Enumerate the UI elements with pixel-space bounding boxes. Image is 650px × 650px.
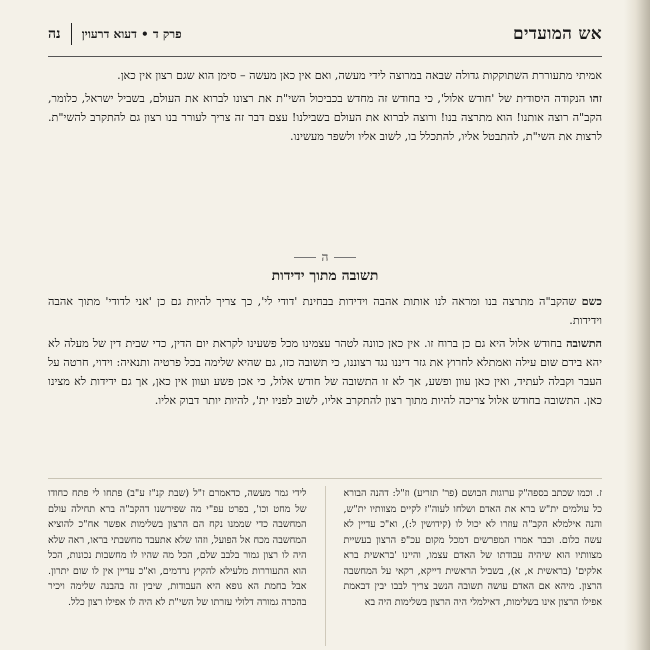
paragraph [48,292,602,330]
header-rule [48,56,602,57]
footnote-divider [48,478,602,479]
paragraph-text: בחודש אלול היא גם כן ברוח זו. אין כאן כוונה לטהר עצמינו מכל פשעינו לקראת יום הדין, כדי שבית דין של מעלה לא יהא בידם שום עילה ואמתלא לחרוץ את גזר דיננו נגד רצוננו, כי תשובה כזו, גם שהיא שלימה בכל פרטיה ותנאיה: וידוי, חרטה על העבר וקבלה לעתיד, ואין כאן עוון ופשע, אך לא זו התשובה של חודש אלול, כי אכן פשע ועוון אין כאן, אך גם ידידות לא מצינו כאן. התשובה בחודש אלול צריכה להיות מתוך רצון להתקרב אליו, לשוב לפניו ית', להיות יותר דבוק אליו. [48,337,602,407]
ornament-line [334,257,356,258]
paragraph [48,66,602,85]
footnotes [48,486,602,646]
paragraph-text: הנקודה היסודית של 'חודש אלול', כי בחודש זה מחדש בכביכול השי"ת את רצונו לברוא את העולם, בשביל ישראל, כלומר, הקב"ה רוצה אותנו! הוא מתרצה בנו! ורוצה לברוא את העולם בשבילנו! עצם דבר זה צריך לעורר בנו רצון גם להתקרב להשי"ת. לרצות את השי"ת, להתבטל אליו, להתכלל בו, לשוב אליו ולשפר מעשינו. [48,92,602,143]
footnote-column-right: ז. וכמו שכתב בספה"ק ערוגות הבושם (פר' תזריע) וז"ל: דהנה הבורא כל עולמים ית"ש ברא את האדם ושלחו לעוה"ז לקיים מצוותיו ית"ש, והנה אילמלא הקב"ה עוזרו לא יכול לו (קידושין ל:), וא"כ עדיין לא עשה כלום. וכבר אמרו המפרשים דמכל מקום עכ"פ הרצון בעשיית מצוותיו הוא שיהיה עבודתו של האדם עצמו, והיינו 'בראשית ברא אלקים' (בראשית א, א), בשביל הראשית דייקא, רקאי על המחשבה הרצון. מיהא אם האדם עושה תשובה הנשב צריך לבבו יבין דבאמת אפילו הרצון אינו בשלימות, דאילמלי היה הרצון בשלימות היה בא [343,488,602,608]
footnote-column-left: לידי גמר מעשה, כדאמרם ז"ל (שבת קנ"ז ע"ב) פתחו לי פתח כחודו של מחט וכו', בפרט עפ"י מה שפירשנו דהקב"ה ברא תחילה עולם המחשבה כדי שממנו נקח הם הרצון בשלימות אפשר אח"כ להוציא המחשבה מכח אל הפועל, וזהו שלא אתעבד מחשבתי בראו, ראה שלא היה לו רצון גמור בלבב שלם, הכל מה שהיו לו מחשבות נכונות, הכל הוא התעוררות מלעילא להקיץ נרדמים, וא"כ עדיין אין לו שום יתרון. אבל בחמת הא גופא היא העבודות, שיבין זה בהבנה שלימה ויכיר בהכרה גמורה דלולי עזרתו של השי"ת לא היה לו אפילו רצון כלל. [48,488,307,608]
header-left [48,23,182,45]
paragraph-text: אמיתי מתעוררת השתוקקות גדולה שבאה במרוצה לידי מעשה, ואם אין כאן מעשה – סימן הוא שגם רצון אין כאן. [117,69,602,82]
paragraph-text: שהקב"ה מתרצה בנו ומראה לנו אותות אהבה וידידות בבחינת 'דודי לי', כך צריך להיות גם כן 'אני לדודי' מתוך אהבה וידידות. [48,295,602,327]
book-title: אש המועדים [513,24,602,44]
main-text-top [48,66,602,150]
gutter-shadow [624,0,650,650]
paragraph [48,89,602,146]
section-title: תשובה מתוך ידידות [271,268,379,284]
lead-word: כשם [581,294,602,308]
column-rule [325,486,326,646]
lead-word: התשובה [566,336,602,350]
paragraph [48,334,602,410]
section-ornament [0,250,650,265]
page-number: נה [48,25,61,42]
chapter-reference: פרק ד • דעוא דרעוין [81,26,182,41]
main-text-section [48,292,602,414]
ornament-line [294,257,316,258]
ornament-letter: ה [321,250,329,264]
running-header [48,16,602,52]
lead-word: זהו [589,91,602,105]
header-separator [71,23,72,45]
